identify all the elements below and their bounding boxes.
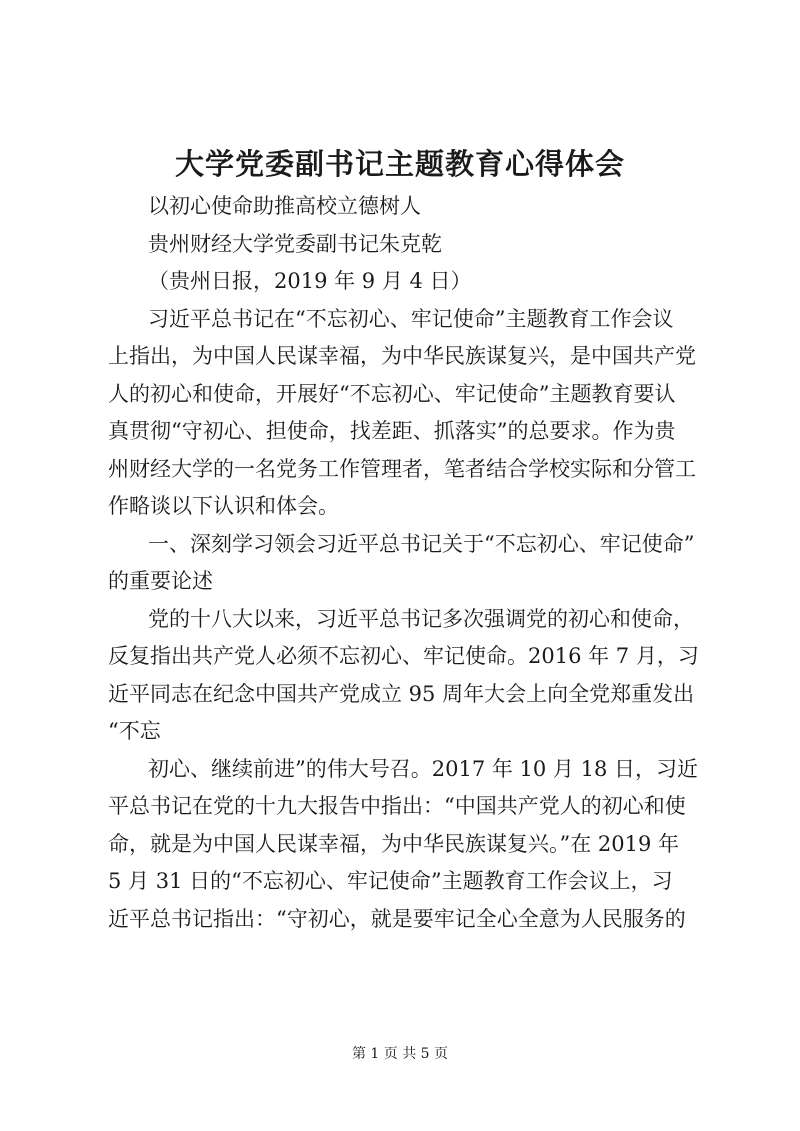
body-line: 上指出，为中国人民谋幸福，为中华民族谋复兴，是中国共产党 — [108, 344, 696, 368]
body-line: 人的初心和使命，开展好“不忘初心、牢记使命”主题教育要认 — [108, 381, 676, 406]
section-heading-line: 一、深刻学习领会习近平总书记关于“不忘初心、牢记使命” — [148, 531, 695, 556]
body-line: 州财经大学的一名党务工作管理者，笔者结合学校实际和分管工 — [108, 456, 696, 481]
page-number-footer: 第 1 页 共 5 页 — [351, 1046, 449, 1062]
section-heading-line: 的重要论述 — [108, 569, 213, 593]
body-line: 近平总书记指出：“守初心，就是要牢记全心全意为人民服务的 — [108, 906, 686, 931]
body-line: 党的十八大以来，习近平总书记多次强调党的初心和使命， — [148, 606, 694, 631]
body-line: 作略谈以下认识和体会。 — [108, 494, 339, 518]
body-line: 习近平总书记在“不忘初心、牢记使命”主题教育工作会议 — [148, 306, 674, 331]
body-line: 初心、继续前进”的伟大号召。2017 年 10 月 18 日，习近 — [148, 756, 698, 781]
author-line: 贵州财经大学党委副书记朱克乾 — [148, 231, 442, 256]
body-line: 5 月 31 日的“不忘初心、牢记使命”主题教育工作会议上，习 — [108, 869, 673, 893]
document-body — [108, 188, 708, 938]
body-line: 命，就是为中国人民谋幸福，为中华民族谋复兴。”在 2019 年 — [108, 831, 680, 856]
body-line: 反复指出共产党人必须不忘初心、牢记使命。2016 年 7 月，习 — [108, 644, 699, 668]
document-title: 大学党委副书记主题教育心得体会 — [174, 147, 625, 181]
source-line: （贵州日报，2019 年 9 月 4 日） — [148, 269, 472, 293]
body-line: 近平同志在纪念中国共产党成立 95 周年大会上向全党郑重发出 — [108, 681, 695, 706]
subtitle-line: 以初心使命助推高校立德树人 — [148, 194, 421, 218]
body-line: “不忘 — [108, 719, 161, 743]
body-line: 平总书记在党的十九大报告中指出：“中国共产党人的初心和使 — [108, 794, 686, 818]
body-line: 真贯彻“守初心、担使命，找差距、抓落实”的总要求。作为贵 — [108, 419, 676, 443]
